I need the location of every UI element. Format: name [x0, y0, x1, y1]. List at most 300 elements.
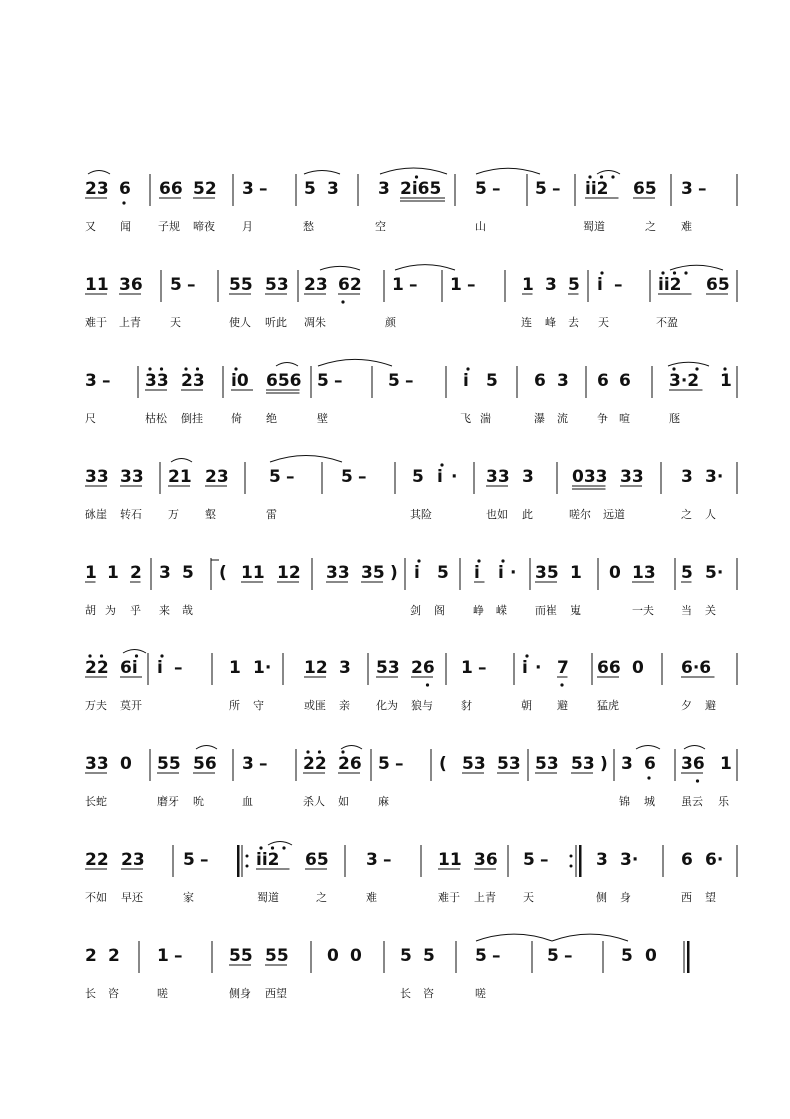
note: i: [597, 275, 603, 295]
note: 0: [632, 658, 644, 678]
high-octave-dot: [184, 367, 187, 370]
note: 5: [341, 467, 353, 487]
note: 0: [645, 946, 657, 966]
note: 53: [571, 754, 595, 774]
slur-arc: [395, 265, 455, 270]
lyric: 山: [475, 220, 486, 233]
lyric: 长: [85, 987, 96, 1000]
lyric: 长: [400, 987, 411, 1000]
note: –: [174, 658, 183, 678]
lyric: 倒挂: [181, 412, 203, 425]
note: ): [600, 754, 608, 774]
lyric: 吮: [193, 795, 204, 808]
lyric: 嵘: [496, 604, 507, 617]
high-octave-dot: [271, 846, 274, 849]
note: 5: [568, 275, 580, 295]
note: 1·: [253, 658, 272, 678]
lyric: 豺: [461, 699, 472, 712]
high-octave-dot: [501, 559, 504, 562]
note: 6: [644, 754, 656, 774]
lyric: 此: [522, 508, 533, 521]
note: 23: [121, 850, 145, 870]
note: 3: [596, 850, 608, 870]
note: i: [414, 563, 420, 583]
note: 6·: [705, 850, 724, 870]
lyric: 家: [183, 891, 194, 904]
lyric: 虽云: [681, 795, 703, 808]
lyric: 转石: [120, 508, 142, 521]
lyric: 难于: [438, 891, 460, 904]
note: 3: [242, 179, 254, 199]
high-octave-dot: [600, 271, 603, 274]
low-octave-dot: [647, 776, 650, 779]
note: –: [540, 850, 549, 870]
note: 1: [461, 658, 473, 678]
score-system: [85, 842, 737, 905]
note: 2i65: [400, 179, 442, 199]
slur-arc: [341, 746, 362, 750]
high-octave-dot: [160, 367, 163, 370]
lyric: 避: [557, 699, 568, 712]
score-system: [85, 265, 737, 329]
note: 23: [304, 275, 328, 295]
lyric: 避: [705, 699, 716, 712]
lyric: 天: [170, 316, 181, 329]
note: i: [498, 563, 504, 583]
slur-arc: [597, 171, 620, 175]
lyric: 咨: [423, 987, 434, 1000]
note: 6i: [120, 658, 138, 678]
lyric: 之: [681, 508, 692, 521]
lyric: 难: [681, 220, 692, 233]
lyric: 空: [375, 220, 386, 233]
lyric: 亲: [339, 699, 350, 712]
note: 3: [522, 467, 534, 487]
repeat-end-thick: [579, 845, 582, 877]
low-octave-dot: [696, 779, 699, 782]
note: 5: [400, 946, 412, 966]
score-system: [85, 558, 737, 617]
note: 3·2: [669, 371, 700, 391]
note: 5: [182, 563, 194, 583]
lyric: 当: [681, 604, 692, 617]
lyric: 上青: [119, 316, 141, 329]
slur-arc: [320, 266, 360, 270]
score-system: [85, 934, 690, 1000]
slur-arc: [476, 934, 552, 941]
slur-arc: [196, 746, 217, 750]
high-octave-dot: [148, 367, 151, 370]
lyric: 不如: [85, 891, 107, 904]
high-octave-dot: [318, 750, 321, 753]
high-octave-dot: [673, 271, 676, 274]
high-octave-dot: [695, 367, 698, 370]
note: 36: [681, 754, 705, 774]
lyric: 夕: [681, 699, 692, 712]
lyric: 朝: [521, 699, 532, 712]
lyric: 闻: [120, 220, 131, 233]
lyric: 乎: [130, 604, 141, 617]
note: 3·: [620, 850, 639, 870]
high-octave-dot: [417, 559, 420, 562]
note: 2: [130, 563, 142, 583]
note: 33: [85, 754, 109, 774]
note: 11: [241, 563, 265, 583]
lyric: 豗: [669, 412, 680, 425]
note: 22: [303, 754, 327, 774]
repeat-dot: [246, 855, 249, 858]
note: –: [187, 275, 196, 295]
note: 3: [681, 467, 693, 487]
note: –: [405, 371, 414, 391]
note: 0: [327, 946, 339, 966]
note: 36: [474, 850, 498, 870]
note: 5: [269, 467, 281, 487]
lyric: 阁: [434, 604, 445, 617]
note: 656: [266, 371, 302, 391]
note: –: [492, 946, 501, 966]
note: 5: [304, 179, 316, 199]
note: 3: [378, 179, 390, 199]
lyric: 嗟尔: [569, 508, 591, 521]
note: 6: [119, 179, 131, 199]
note: ii2: [256, 850, 280, 870]
note: 33: [120, 467, 144, 487]
lyric: 早还: [121, 891, 143, 904]
lyric: 凋朱: [304, 316, 326, 329]
note: 3: [85, 371, 97, 391]
note: 1: [570, 563, 582, 583]
high-octave-dot: [341, 750, 344, 753]
lyric: 长蛇: [85, 795, 107, 808]
note: i: [474, 563, 480, 583]
lyric: 难: [366, 891, 377, 904]
repeat-dot: [570, 865, 573, 868]
high-octave-dot: [477, 559, 480, 562]
note: 1: [85, 563, 97, 583]
low-octave-dot: [560, 683, 563, 686]
lyric: 雷: [266, 508, 277, 521]
note: ·: [535, 658, 542, 678]
lyric: 城: [644, 795, 655, 808]
final-barline-thick: [687, 941, 690, 973]
note: 11: [438, 850, 462, 870]
lyric: 难于: [85, 316, 107, 329]
note: 66: [159, 179, 183, 199]
high-octave-dot: [234, 367, 237, 370]
high-octave-dot: [525, 654, 528, 657]
lyric: 之: [316, 891, 327, 904]
lyric: 飞: [460, 412, 471, 425]
note: 55: [265, 946, 289, 966]
lyric: 峥: [473, 604, 484, 617]
lyric: 嗟: [157, 987, 168, 1000]
note: 6: [619, 371, 631, 391]
score-system: [85, 456, 737, 521]
note: 7: [557, 658, 569, 678]
note: 3: [339, 658, 351, 678]
high-octave-dot: [259, 846, 262, 849]
note: –: [467, 275, 476, 295]
note: –: [259, 179, 268, 199]
note: 1: [392, 275, 404, 295]
high-octave-dot: [160, 654, 163, 657]
lyric: 尺: [85, 412, 96, 425]
note: 5: [523, 850, 535, 870]
note: 5: [388, 371, 400, 391]
lyric: 侧身: [229, 987, 251, 1000]
slur-arc: [636, 746, 660, 750]
note: i: [437, 467, 443, 487]
note: 5·: [705, 563, 724, 583]
lyric: 为: [105, 604, 116, 617]
score-system: [85, 746, 737, 809]
note: ii2: [585, 179, 609, 199]
lyric: 天: [523, 891, 534, 904]
note: 22: [85, 850, 109, 870]
lyric: 狼与: [411, 699, 433, 712]
high-octave-dot: [282, 846, 285, 849]
lyric: 倚: [231, 412, 242, 425]
note: 66: [597, 658, 621, 678]
note: 5: [681, 563, 693, 583]
lyric: 西: [681, 891, 692, 904]
slur-arc: [318, 359, 392, 366]
lyric: 之: [645, 220, 656, 233]
lyric: 天: [598, 316, 609, 329]
note: ii2: [658, 275, 682, 295]
note: 33: [326, 563, 350, 583]
note: 53: [535, 754, 559, 774]
note: –: [286, 467, 295, 487]
repeat-dot: [246, 865, 249, 868]
note: 5: [170, 275, 182, 295]
note: i: [522, 658, 528, 678]
note: 5: [317, 371, 329, 391]
note: –: [358, 467, 367, 487]
note: 3·: [705, 467, 724, 487]
lyric: 杀人: [303, 795, 325, 808]
note: 53: [462, 754, 486, 774]
note: ·: [451, 467, 458, 487]
lyric: 望: [705, 891, 716, 904]
note: ): [390, 563, 398, 583]
high-octave-dot: [440, 463, 443, 466]
note: 5: [535, 179, 547, 199]
high-octave-dot: [661, 271, 664, 274]
note: 5: [475, 946, 487, 966]
note: –: [492, 179, 501, 199]
lyric: 也如: [486, 508, 508, 521]
note: 3: [327, 179, 339, 199]
lyric: 关: [705, 604, 716, 617]
note: 23: [181, 371, 205, 391]
lyric: 峰: [545, 316, 556, 329]
lyric: 胡: [85, 604, 96, 617]
lyric: 万: [168, 508, 179, 521]
high-octave-dot: [600, 175, 603, 178]
lyric: 壑: [205, 508, 216, 521]
lyric: 连: [521, 316, 532, 329]
note: –: [409, 275, 418, 295]
high-octave-dot: [611, 175, 614, 178]
low-octave-dot: [426, 683, 429, 686]
lyric: 乐: [718, 795, 729, 808]
lyric: 所: [229, 699, 240, 712]
note: 23: [85, 179, 109, 199]
note: 0: [350, 946, 362, 966]
note: 3: [557, 371, 569, 391]
note: (: [439, 754, 447, 774]
lyric: 莫开: [120, 699, 142, 712]
note: 23: [205, 467, 229, 487]
note: –: [334, 371, 343, 391]
note: 5: [621, 946, 633, 966]
high-octave-dot: [723, 367, 726, 370]
slur-arc: [476, 168, 540, 174]
note: 33: [486, 467, 510, 487]
lyric: 侧: [596, 891, 607, 904]
note: 55: [157, 754, 181, 774]
note: 5: [437, 563, 449, 583]
lyric: 上青: [474, 891, 496, 904]
note: 12: [277, 563, 301, 583]
high-octave-dot: [88, 654, 91, 657]
note: 1: [229, 658, 241, 678]
note: 2: [85, 946, 97, 966]
note: 2: [108, 946, 120, 966]
slur-arc: [171, 459, 192, 463]
lyric: 化为: [376, 699, 398, 712]
note: 3: [242, 754, 254, 774]
note: 13: [632, 563, 656, 583]
lyric: 而崔: [535, 604, 557, 617]
slur-arc: [276, 363, 298, 367]
high-octave-dot: [415, 175, 418, 178]
lyric: 使人: [229, 316, 251, 329]
slur-arc: [380, 168, 447, 174]
high-octave-dot: [100, 654, 103, 657]
lyric: 愁: [303, 220, 314, 233]
note: –: [259, 754, 268, 774]
lyric: 磨牙: [157, 795, 179, 808]
note: –: [614, 275, 623, 295]
note: 65: [305, 850, 329, 870]
lyric: 颜: [385, 316, 396, 329]
lyric: 湍: [480, 412, 491, 425]
lyric: 其险: [410, 508, 432, 521]
note: 53: [497, 754, 521, 774]
note: 22: [85, 658, 109, 678]
note: –: [174, 946, 183, 966]
lyric: 如: [338, 795, 349, 808]
note: –: [564, 946, 573, 966]
note: 3: [681, 179, 693, 199]
note: 1: [720, 371, 732, 391]
lyric: 来: [159, 604, 170, 617]
note: 6·6: [681, 658, 712, 678]
lyric: 万夫: [85, 699, 107, 712]
note: i: [157, 658, 163, 678]
note: 53: [265, 275, 289, 295]
note: 5: [183, 850, 195, 870]
note: ·: [510, 563, 517, 583]
note: 5: [486, 371, 498, 391]
note: 3: [366, 850, 378, 870]
repeat-dot: [570, 855, 573, 858]
lyric: 枯松: [145, 412, 167, 425]
score-system: [85, 650, 737, 713]
lyric: 锦: [619, 795, 630, 808]
note: 33: [85, 467, 109, 487]
slur-arc: [88, 171, 110, 175]
note: –: [102, 371, 111, 391]
score-system: [85, 168, 737, 233]
note: 55: [229, 946, 253, 966]
lyric: 身: [620, 891, 631, 904]
high-octave-dot: [684, 271, 687, 274]
note: 5: [378, 754, 390, 774]
note: 65: [633, 179, 657, 199]
repeat-start-thick: [237, 845, 240, 877]
note: 26: [338, 754, 362, 774]
lyric: 嗟: [475, 987, 486, 1000]
note: 6: [681, 850, 693, 870]
high-octave-dot: [588, 175, 591, 178]
lyric: 听此: [265, 316, 287, 329]
note: –: [552, 179, 561, 199]
note: –: [698, 179, 707, 199]
note: 35: [535, 563, 559, 583]
note: 1: [157, 946, 169, 966]
lyric: 月: [242, 220, 253, 233]
note: 26: [411, 658, 435, 678]
note: 6: [534, 371, 546, 391]
lyric: 远道: [603, 508, 625, 521]
lyric: 蜀道: [583, 220, 605, 233]
low-octave-dot: [122, 201, 125, 204]
note: 12: [304, 658, 328, 678]
note: 21: [168, 467, 192, 487]
lyric: 咨: [108, 987, 119, 1000]
note: 33: [145, 371, 169, 391]
note: 1: [450, 275, 462, 295]
lyric: 争: [597, 412, 608, 425]
lyric: 一夫: [632, 604, 654, 617]
note: 1: [107, 563, 119, 583]
note: 5: [475, 179, 487, 199]
note: 3: [545, 275, 557, 295]
lyric: 守: [253, 699, 264, 712]
note: 3: [621, 754, 633, 774]
low-octave-dot: [341, 300, 344, 303]
lyric: 不盈: [656, 316, 678, 329]
note: 56: [193, 754, 217, 774]
lyric: 喧: [619, 412, 630, 425]
note: 11: [85, 275, 109, 295]
lyric: 壁: [317, 412, 328, 425]
note: 33: [620, 467, 644, 487]
note: –: [478, 658, 487, 678]
note: –: [200, 850, 209, 870]
slur-arc: [668, 362, 709, 366]
lyric: 绝: [266, 412, 277, 425]
lyric: 去: [568, 316, 579, 329]
lyric: 啼夜: [193, 220, 215, 233]
note: 0: [609, 563, 621, 583]
note: i: [463, 371, 469, 391]
note: 5: [423, 946, 435, 966]
